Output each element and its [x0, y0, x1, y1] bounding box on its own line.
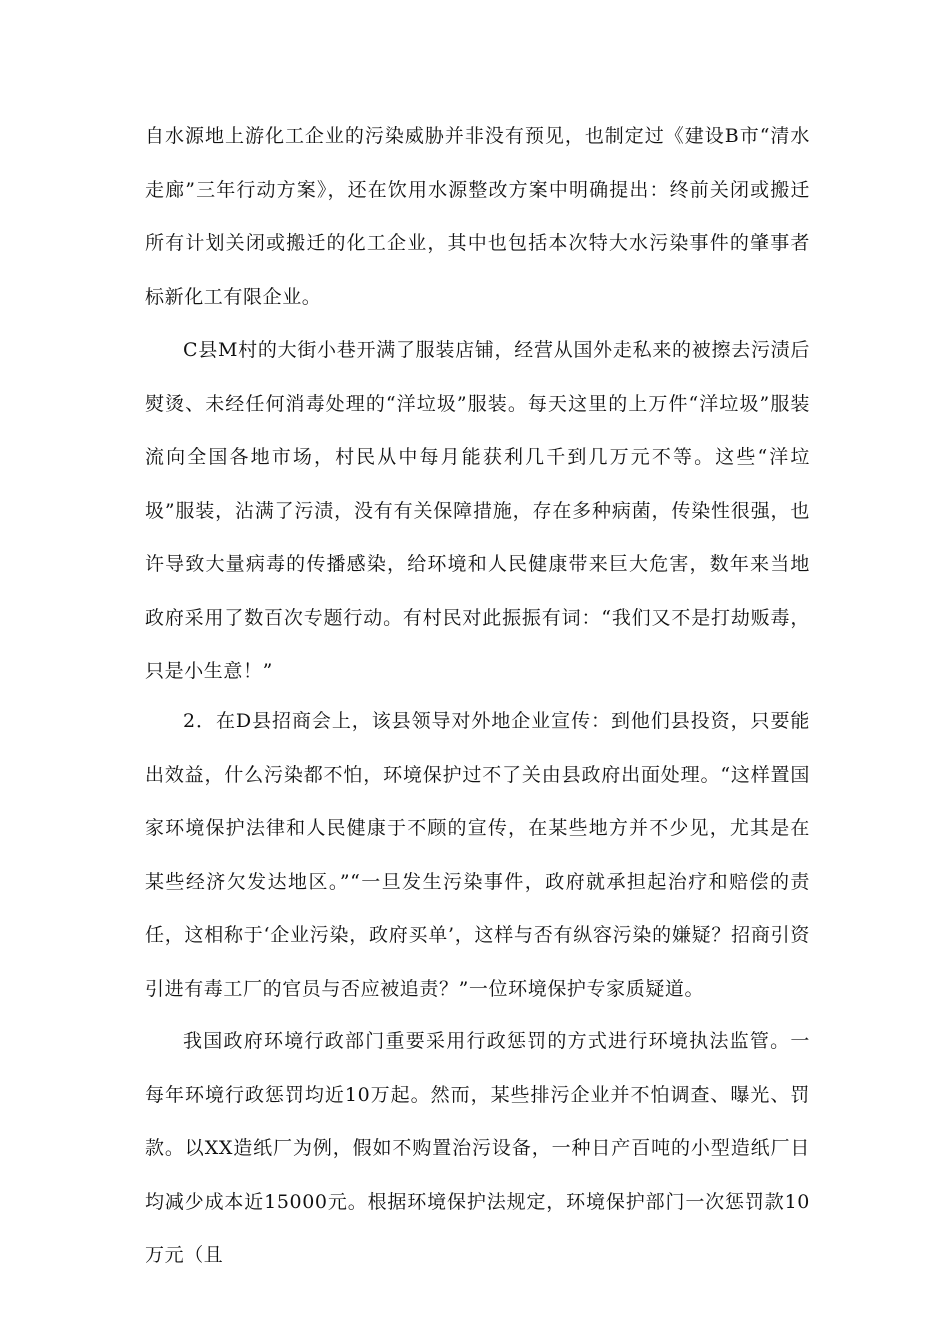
- paragraph-4: 我国政府环境行政部门重要采用行政惩罚的方式进行环境执法监管。一每年环境行政惩罚均近10万起。然而，某些排污企业并不怕调查、曝光、罚款。以XX造纸厂为例，假如不购置治污设备，一种日产百吨的小型造纸厂日均减少成本近15000元。根据环境保护法规定，环境保护部门一次惩罚款10万元（且: [145, 1030, 810, 1266]
- paragraph-3: 2．在D县招商会上，该县领导对外地企业宣传：到他们县投资，只要能出效益，什么污染都不怕，环境保护过不了关由县政府出面处理。“这样置国家环境保护法律和人民健康于不顾的宣传，在某些地方并不少见，尤其是在某些经济欠发达地区。”“一旦发生污染事件，政府就承担起治疗和赔偿的责任，这相称于‘企业污染，政府买单’，这样与否有纵容污染的嫌疑？招商引资引进有毒工厂的官员与否应被追责？”一位环境保护专家质疑道。: [145, 710, 810, 1000]
- paragraph-1: 自水源地上游化工企业的污染威胁并非没有预见，也制定过《建设B市“清水走廊”三年行动方案》，还在饮用水源整改方案中明确提出：终前关闭或搬迁所有计划关闭或搬迁的化工企业，其中也包括本次特大水污染事件的肇事者标新化工有限企业。: [145, 125, 810, 308]
- paragraph-2: C县M村的大街小巷开满了服装店铺，经营从国外走私来的被擦去污渍后熨烫、未经任何消毒处理的“洋垃圾”服装。每天这里的上万件“洋垃圾”服装流向全国各地市场，村民从中每月能获利几千到几万元不等。这些“洋垃圾”服装，沾满了污渍，没有有关保障措施，存在多种病菌，传染性很强，也许导致大量病毒的传播感染，给环境和人民健康带来巨大危害，数年来当地政府采用了数百次专题行动。有村民对此振振有词：“我们又不是打劫贩毒，只是小生意！”: [145, 339, 810, 682]
